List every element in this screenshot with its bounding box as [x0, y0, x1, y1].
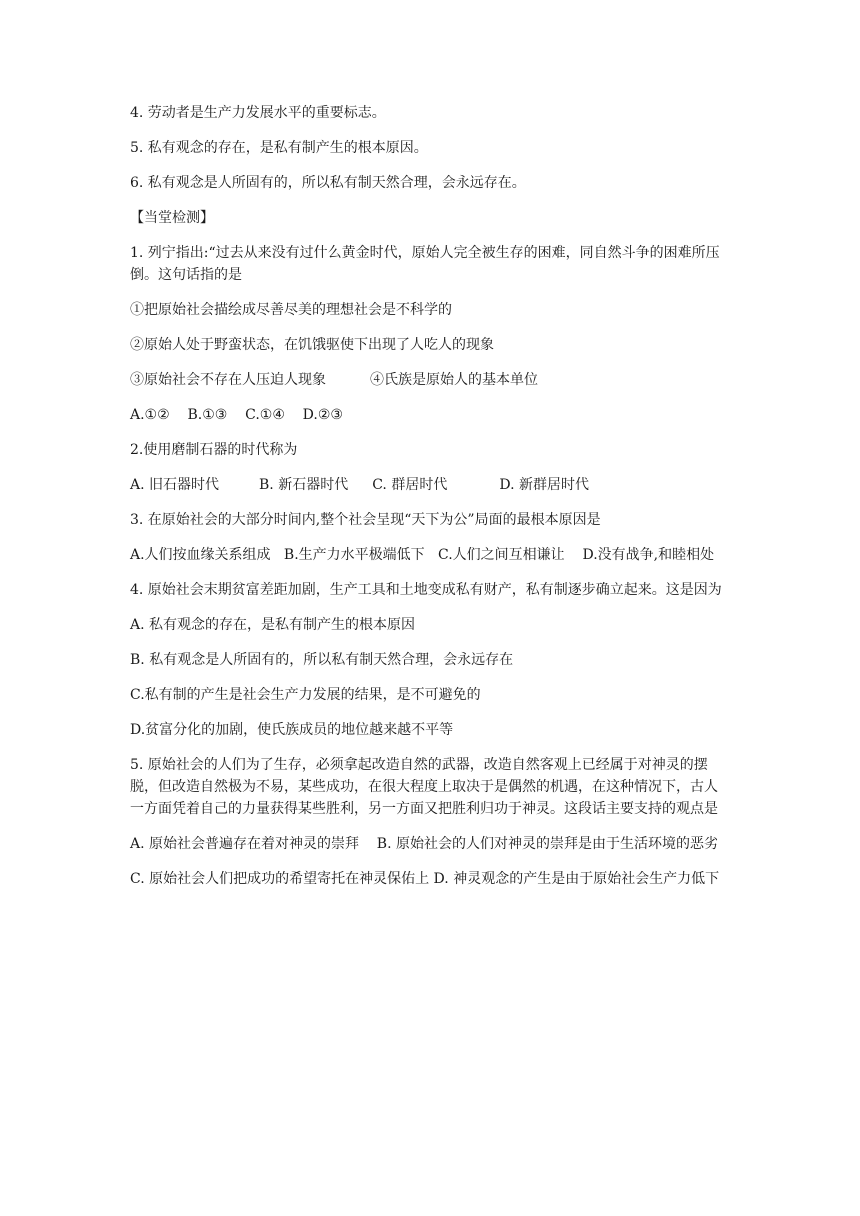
q2-stem: 2.使用磨制石器的时代称为 — [130, 442, 298, 458]
q5-options-ab: A. 原始社会普遍存在着对神灵的崇拜 B. 原始社会的人们对神灵的崇拜是由于生活环境的恶劣 — [130, 836, 718, 852]
q1-stem: 1. 列宁指出:“过去从来没有过什么黄金时代，原始人完全被生存的困难，同自然斗争的困难所压倒。这句话指的是 — [130, 245, 720, 283]
statement-4: 4. 劳动者是生产力发展水平的重要标志。 — [130, 105, 386, 121]
q5-options-cd: C. 原始社会人们把成功的希望寄托在神灵保佑上 D. 神灵观念的产生是由于原始社会生产力低下 — [130, 871, 720, 887]
q3-options: A.人们按血缘关系组成 B.生产力水平极端低下 C.人们之间互相谦让 D.没有战争,和睦相处 — [130, 547, 715, 563]
q4-option-d: D.贫富分化的加剧，使氏族成员的地位越来越不平等 — [130, 722, 454, 738]
statement-5: 5. 私有观念的存在，是私有制产生的根本原因。 — [130, 140, 428, 156]
q4-option-c: C.私有制的产生是社会生产力发展的结果，是不可避免的 — [130, 687, 481, 703]
q2-option-a: A. 旧石器时代 — [130, 477, 220, 493]
q3-stem: 3. 在原始社会的大部分时间内,整个社会呈现“天下为公”局面的最根本原因是 — [130, 512, 601, 528]
q2-option-c: C. 群居时代 — [372, 477, 448, 493]
q1-item-4: ④氏族是原始人的基本单位 — [370, 372, 538, 388]
section-heading: 【当堂检测】 — [130, 210, 214, 226]
q1-item-1: ①把原始社会描绘成尽善尽美的理想社会是不科学的 — [130, 302, 452, 318]
q4-option-b: B. 私有观念是人所固有的，所以私有制天然合理，会永远存在 — [130, 652, 514, 668]
statement-6: 6. 私有观念是人所固有的，所以私有制天然合理，会永远存在。 — [130, 175, 526, 191]
q1-items-3-4 — [130, 369, 730, 391]
document-page — [130, 102, 730, 903]
q1-item-2: ②原始人处于野蛮状态，在饥饿驱使下出现了人吃人的现象 — [130, 337, 494, 353]
q5-stem: 5. 原始社会的人们为了生存，必须拿起改造自然的武器，改造自然客观上已经属于对神灵的摆脱，但改造自然极为不易，某些成功，在很大程度上取决于是偶然的机遇，在这种情况下，古人一方面凭着自己的力量获得某些胜利，另一方面又把胜利归功于神灵。这段话主要支持的观点是 — [130, 757, 718, 817]
q4-stem: 4. 原始社会末期贫富差距加剧，生产工具和土地变成私有财产，私有制逐步确立起来。这是因为 — [130, 582, 722, 598]
q1-item-3: ③原始社会不存在人压迫人现象 — [130, 372, 326, 388]
q2-option-d: D. 新群居时代 — [499, 477, 589, 493]
q2-options — [130, 474, 730, 496]
q4-option-a: A. 私有观念的存在，是私有制产生的根本原因 — [130, 617, 416, 633]
q1-options: A.①② B.①③ C.①④ D.②③ — [130, 407, 343, 423]
q2-option-b: B. 新石器时代 — [259, 477, 349, 493]
